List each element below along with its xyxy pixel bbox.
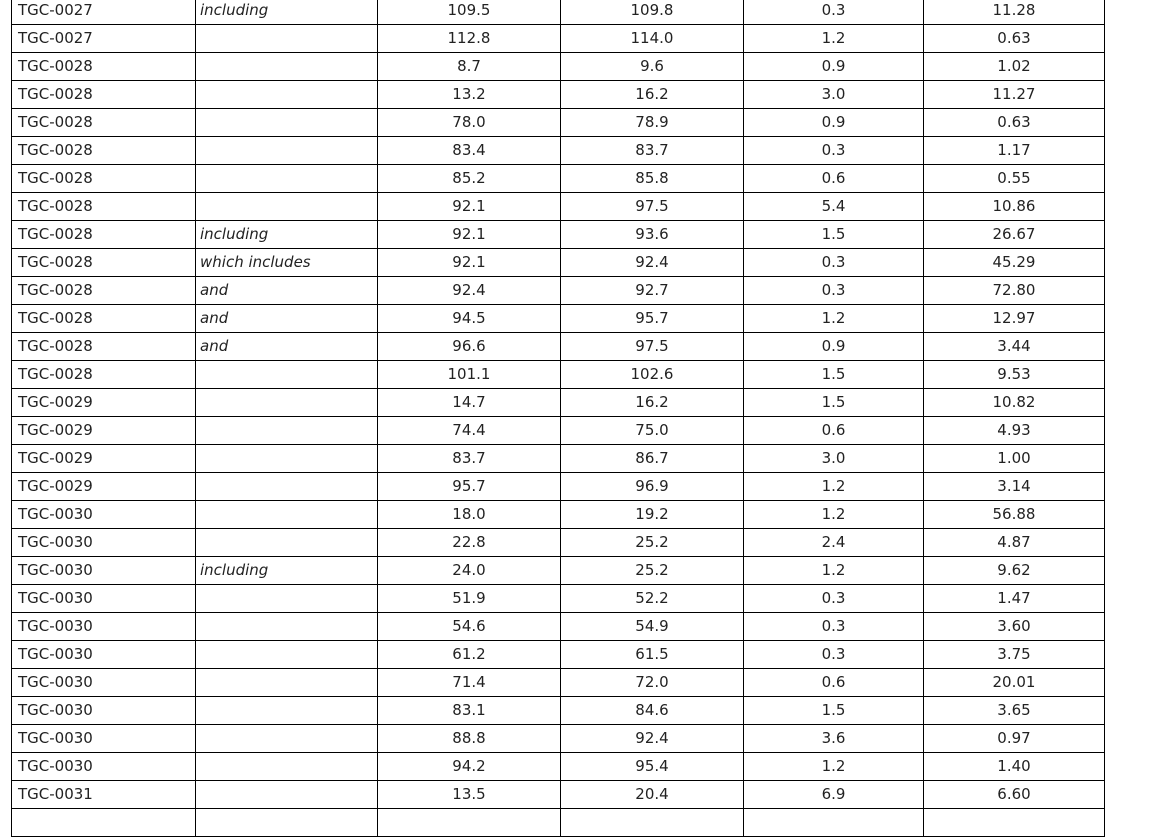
interval-note-cell [196, 25, 378, 53]
hole-id-cell: TGC-0028 [12, 53, 196, 81]
interval-note-cell [196, 529, 378, 557]
hole-id-cell: TGC-0030 [12, 641, 196, 669]
from-cell: 14.7 [378, 389, 561, 417]
grade-cell: 6.60 [924, 781, 1105, 809]
interval-note-cell [196, 137, 378, 165]
table-row [12, 137, 1105, 165]
to-cell: 86.7 [561, 445, 744, 473]
from-cell: 92.1 [378, 221, 561, 249]
grade-cell: 11.28 [924, 0, 1105, 25]
table-row [12, 193, 1105, 221]
to-cell: 84.6 [561, 697, 744, 725]
from-cell: 109.5 [378, 0, 561, 25]
hole-id-cell: TGC-0030 [12, 725, 196, 753]
hole-id-cell: TGC-0027 [12, 25, 196, 53]
hole-id-cell: TGC-0028 [12, 361, 196, 389]
table-row [12, 557, 1105, 585]
length-cell: 1.2 [744, 501, 924, 529]
length-cell: 1.2 [744, 753, 924, 781]
interval-note-cell [196, 109, 378, 137]
length-cell: 3.0 [744, 81, 924, 109]
from-cell: 83.4 [378, 137, 561, 165]
grade-cell: 9.53 [924, 361, 1105, 389]
table-row [12, 389, 1105, 417]
hole-id-cell [12, 809, 196, 837]
from-cell: 8.7 [378, 53, 561, 81]
from-cell: 85.2 [378, 165, 561, 193]
hole-id-cell: TGC-0028 [12, 333, 196, 361]
grade-cell: 3.14 [924, 473, 1105, 501]
to-cell: 92.4 [561, 249, 744, 277]
length-cell: 1.2 [744, 473, 924, 501]
interval-note-cell: and [196, 305, 378, 333]
grade-cell: 4.87 [924, 529, 1105, 557]
grade-cell: 1.00 [924, 445, 1105, 473]
grade-cell: 10.86 [924, 193, 1105, 221]
table-row [12, 501, 1105, 529]
from-cell: 51.9 [378, 585, 561, 613]
table-row [12, 81, 1105, 109]
from-cell: 83.7 [378, 445, 561, 473]
length-cell: 1.2 [744, 557, 924, 585]
hole-id-cell: TGC-0028 [12, 305, 196, 333]
to-cell: 16.2 [561, 389, 744, 417]
from-cell: 92.1 [378, 249, 561, 277]
to-cell: 83.7 [561, 137, 744, 165]
to-cell: 54.9 [561, 613, 744, 641]
grade-cell: 3.65 [924, 697, 1105, 725]
table-row [12, 361, 1105, 389]
hole-id-cell: TGC-0029 [12, 389, 196, 417]
length-cell: 1.5 [744, 389, 924, 417]
to-cell: 93.6 [561, 221, 744, 249]
length-cell: 1.2 [744, 305, 924, 333]
length-cell: 0.6 [744, 417, 924, 445]
grade-cell: 0.55 [924, 165, 1105, 193]
length-cell: 0.3 [744, 137, 924, 165]
to-cell: 102.6 [561, 361, 744, 389]
to-cell: 92.7 [561, 277, 744, 305]
table-row [12, 809, 1105, 837]
grade-cell: 3.75 [924, 641, 1105, 669]
table-row [12, 529, 1105, 557]
to-cell: 92.4 [561, 725, 744, 753]
interval-note-cell [196, 809, 378, 837]
length-cell: 0.6 [744, 165, 924, 193]
from-cell: 112.8 [378, 25, 561, 53]
from-cell: 92.1 [378, 193, 561, 221]
hole-id-cell: TGC-0028 [12, 193, 196, 221]
interval-note-cell [196, 445, 378, 473]
grade-cell: 1.17 [924, 137, 1105, 165]
from-cell: 94.2 [378, 753, 561, 781]
hole-id-cell: TGC-0030 [12, 753, 196, 781]
to-cell: 52.2 [561, 585, 744, 613]
to-cell: 109.8 [561, 0, 744, 25]
to-cell: 72.0 [561, 669, 744, 697]
to-cell: 95.7 [561, 305, 744, 333]
length-cell: 1.5 [744, 697, 924, 725]
table-row [12, 445, 1105, 473]
table-row [12, 585, 1105, 613]
hole-id-cell: TGC-0029 [12, 473, 196, 501]
grade-cell: 1.47 [924, 585, 1105, 613]
table-row [12, 221, 1105, 249]
grade-cell: 0.63 [924, 25, 1105, 53]
from-cell: 74.4 [378, 417, 561, 445]
interval-note-cell: and [196, 333, 378, 361]
interval-note-cell [196, 417, 378, 445]
hole-id-cell: TGC-0030 [12, 557, 196, 585]
grade-cell: 56.88 [924, 501, 1105, 529]
grade-cell: 26.67 [924, 221, 1105, 249]
interval-note-cell: including [196, 0, 378, 25]
from-cell: 54.6 [378, 613, 561, 641]
length-cell: 0.3 [744, 277, 924, 305]
length-cell: 0.3 [744, 641, 924, 669]
length-cell: 0.9 [744, 53, 924, 81]
to-cell: 96.9 [561, 473, 744, 501]
hole-id-cell: TGC-0028 [12, 137, 196, 165]
hole-id-cell: TGC-0028 [12, 165, 196, 193]
interval-note-cell [196, 781, 378, 809]
hole-id-cell: TGC-0030 [12, 585, 196, 613]
hole-id-cell: TGC-0030 [12, 669, 196, 697]
interval-note-cell [196, 81, 378, 109]
interval-note-cell [196, 725, 378, 753]
interval-note-cell: and [196, 277, 378, 305]
drill-results-table [11, 0, 1105, 837]
to-cell: 75.0 [561, 417, 744, 445]
to-cell: 85.8 [561, 165, 744, 193]
hole-id-cell: TGC-0030 [12, 697, 196, 725]
grade-cell: 20.01 [924, 669, 1105, 697]
to-cell: 61.5 [561, 641, 744, 669]
hole-id-cell: TGC-0027 [12, 0, 196, 25]
length-cell: 0.3 [744, 249, 924, 277]
from-cell: 78.0 [378, 109, 561, 137]
grade-cell: 45.29 [924, 249, 1105, 277]
interval-note-cell [196, 641, 378, 669]
table-row [12, 725, 1105, 753]
interval-note-cell: including [196, 557, 378, 585]
table-row [12, 53, 1105, 81]
interval-note-cell [196, 669, 378, 697]
from-cell: 94.5 [378, 305, 561, 333]
hole-id-cell: TGC-0029 [12, 417, 196, 445]
to-cell [561, 809, 744, 837]
length-cell: 0.9 [744, 333, 924, 361]
grade-cell: 1.40 [924, 753, 1105, 781]
from-cell: 101.1 [378, 361, 561, 389]
grade-cell: 72.80 [924, 277, 1105, 305]
grade-cell: 3.60 [924, 613, 1105, 641]
length-cell: 2.4 [744, 529, 924, 557]
interval-note-cell [196, 165, 378, 193]
interval-note-cell [196, 53, 378, 81]
table-row [12, 109, 1105, 137]
grade-cell: 10.82 [924, 389, 1105, 417]
hole-id-cell: TGC-0030 [12, 613, 196, 641]
length-cell: 0.9 [744, 109, 924, 137]
to-cell: 25.2 [561, 557, 744, 585]
from-cell: 13.2 [378, 81, 561, 109]
grade-cell: 0.97 [924, 725, 1105, 753]
length-cell [744, 809, 924, 837]
grade-cell [924, 809, 1105, 837]
hole-id-cell: TGC-0028 [12, 221, 196, 249]
hole-id-cell: TGC-0029 [12, 445, 196, 473]
table-row [12, 473, 1105, 501]
drill-results-table-container [11, 0, 1105, 837]
from-cell: 61.2 [378, 641, 561, 669]
length-cell: 0.6 [744, 669, 924, 697]
to-cell: 16.2 [561, 81, 744, 109]
interval-note-cell [196, 501, 378, 529]
from-cell: 88.8 [378, 725, 561, 753]
hole-id-cell: TGC-0030 [12, 529, 196, 557]
grade-cell: 0.63 [924, 109, 1105, 137]
table-row [12, 641, 1105, 669]
length-cell: 5.4 [744, 193, 924, 221]
from-cell [378, 809, 561, 837]
to-cell: 9.6 [561, 53, 744, 81]
hole-id-cell: TGC-0031 [12, 781, 196, 809]
grade-cell: 11.27 [924, 81, 1105, 109]
table-row [12, 417, 1105, 445]
from-cell: 71.4 [378, 669, 561, 697]
interval-note-cell: which includes [196, 249, 378, 277]
interval-note-cell [196, 697, 378, 725]
table-row [12, 697, 1105, 725]
to-cell: 97.5 [561, 193, 744, 221]
hole-id-cell: TGC-0028 [12, 109, 196, 137]
to-cell: 19.2 [561, 501, 744, 529]
hole-id-cell: TGC-0028 [12, 249, 196, 277]
to-cell: 25.2 [561, 529, 744, 557]
length-cell: 1.2 [744, 25, 924, 53]
table-row [12, 613, 1105, 641]
to-cell: 20.4 [561, 781, 744, 809]
interval-note-cell [196, 473, 378, 501]
grade-cell: 12.97 [924, 305, 1105, 333]
table-row [12, 669, 1105, 697]
interval-note-cell [196, 361, 378, 389]
length-cell: 0.3 [744, 613, 924, 641]
length-cell: 0.3 [744, 585, 924, 613]
interval-note-cell [196, 389, 378, 417]
table-row [12, 305, 1105, 333]
hole-id-cell: TGC-0030 [12, 501, 196, 529]
from-cell: 18.0 [378, 501, 561, 529]
table-row [12, 781, 1105, 809]
drill-results-body [12, 0, 1105, 837]
from-cell: 95.7 [378, 473, 561, 501]
from-cell: 13.5 [378, 781, 561, 809]
hole-id-cell: TGC-0028 [12, 81, 196, 109]
grade-cell: 4.93 [924, 417, 1105, 445]
grade-cell: 9.62 [924, 557, 1105, 585]
to-cell: 97.5 [561, 333, 744, 361]
grade-cell: 3.44 [924, 333, 1105, 361]
interval-note-cell [196, 193, 378, 221]
table-row [12, 25, 1105, 53]
length-cell: 3.6 [744, 725, 924, 753]
from-cell: 92.4 [378, 277, 561, 305]
length-cell: 0.3 [744, 0, 924, 25]
interval-note-cell [196, 613, 378, 641]
interval-note-cell: including [196, 221, 378, 249]
grade-cell: 1.02 [924, 53, 1105, 81]
table-row [12, 753, 1105, 781]
from-cell: 22.8 [378, 529, 561, 557]
interval-note-cell [196, 753, 378, 781]
length-cell: 3.0 [744, 445, 924, 473]
table-row [12, 165, 1105, 193]
length-cell: 1.5 [744, 221, 924, 249]
table-row [12, 333, 1105, 361]
table-row [12, 0, 1105, 25]
from-cell: 24.0 [378, 557, 561, 585]
hole-id-cell: TGC-0028 [12, 277, 196, 305]
table-row [12, 277, 1105, 305]
from-cell: 83.1 [378, 697, 561, 725]
length-cell: 1.5 [744, 361, 924, 389]
to-cell: 95.4 [561, 753, 744, 781]
to-cell: 114.0 [561, 25, 744, 53]
table-row [12, 249, 1105, 277]
from-cell: 96.6 [378, 333, 561, 361]
to-cell: 78.9 [561, 109, 744, 137]
length-cell: 6.9 [744, 781, 924, 809]
interval-note-cell [196, 585, 378, 613]
